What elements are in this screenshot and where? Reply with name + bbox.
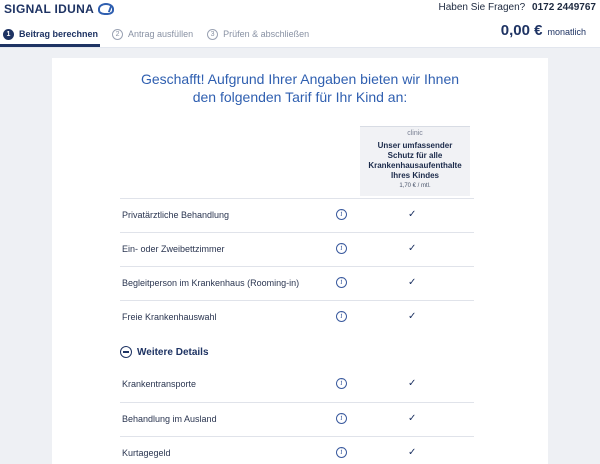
brand-logo[interactable] [4, 2, 114, 16]
benefit-label: Begleitperson im Krankenhaus (Rooming-in) [122, 278, 300, 288]
helpline [439, 2, 596, 13]
detail-row [120, 368, 474, 402]
benefit-label: Ein- oder Zweibettzimmer [122, 244, 225, 254]
step-1[interactable] [3, 29, 98, 40]
brand-name: SIGNAL IDUNA [4, 2, 95, 16]
info-icon[interactable]: i [336, 447, 347, 458]
more-details-label: Weitere Details [137, 346, 209, 358]
tariff-description: Unser umfassender Schutz für alle Krankenhausaufenthalte Ihres Kindes [368, 141, 462, 180]
info-icon[interactable]: i [336, 209, 347, 220]
check-icon: ✓ [408, 378, 417, 389]
step-2-number: 2 [112, 29, 123, 40]
benefit-row [120, 266, 474, 300]
top-bar [0, 0, 600, 48]
step-3-number: 3 [207, 29, 218, 40]
benefit-label: Privatärztliche Behandlung [122, 210, 230, 220]
headline-line-1: Geschafft! Aufgrund Ihrer Angaben bieten wir Ihnen [140, 71, 460, 87]
detail-row [120, 436, 474, 464]
check-icon: ✓ [408, 447, 417, 458]
info-icon[interactable]: i [336, 413, 347, 424]
headline-line-2: den folgenden Tarif für Ihr Kind an: [192, 89, 408, 105]
info-icon[interactable]: i [336, 311, 347, 322]
benefit-row [120, 232, 474, 266]
check-icon: ✓ [408, 311, 417, 322]
help-label: Haben Sie Fragen? [438, 2, 526, 13]
info-icon[interactable]: i [336, 378, 347, 389]
progress-steps [0, 24, 323, 44]
step-1-number: 1 [3, 29, 14, 40]
price-amount: 0,00 € [500, 22, 543, 39]
step-1-label: Beitrag berechnen [19, 29, 99, 39]
step-3[interactable] [207, 29, 309, 40]
benefit-row [120, 300, 474, 334]
check-icon: ✓ [408, 277, 417, 288]
tariff-name: clinic [407, 130, 423, 137]
tariff-price: 1,70 € / mtl. [399, 183, 431, 189]
benefit-label: Freie Krankenhauswahl [122, 312, 217, 322]
tariff-card [52, 58, 548, 464]
info-icon[interactable]: i [336, 277, 347, 288]
detail-row [120, 402, 474, 436]
help-phone-link[interactable]: 0172 2449767 [532, 2, 596, 13]
price-period: monatlich [547, 27, 586, 37]
tariff-column-header [360, 126, 470, 196]
detail-label: Kurtagegeld [122, 448, 171, 458]
info-icon[interactable]: i [336, 243, 347, 254]
check-icon: ✓ [408, 209, 417, 220]
active-step-indicator [0, 44, 100, 47]
page-headline [52, 70, 548, 106]
check-icon: ✓ [408, 243, 417, 254]
detail-label: Behandlung im Ausland [122, 414, 217, 424]
brand-mark-icon [98, 3, 114, 15]
benefit-row [120, 198, 474, 232]
check-icon: ✓ [408, 413, 417, 424]
monthly-price [501, 22, 586, 39]
more-details-toggle[interactable] [120, 344, 209, 360]
step-2[interactable] [112, 29, 193, 40]
minus-circle-icon [120, 346, 132, 358]
step-2-label: Antrag ausfüllen [128, 29, 194, 39]
step-3-label: Prüfen & abschließen [223, 29, 310, 39]
detail-label: Krankentransporte [122, 379, 197, 389]
